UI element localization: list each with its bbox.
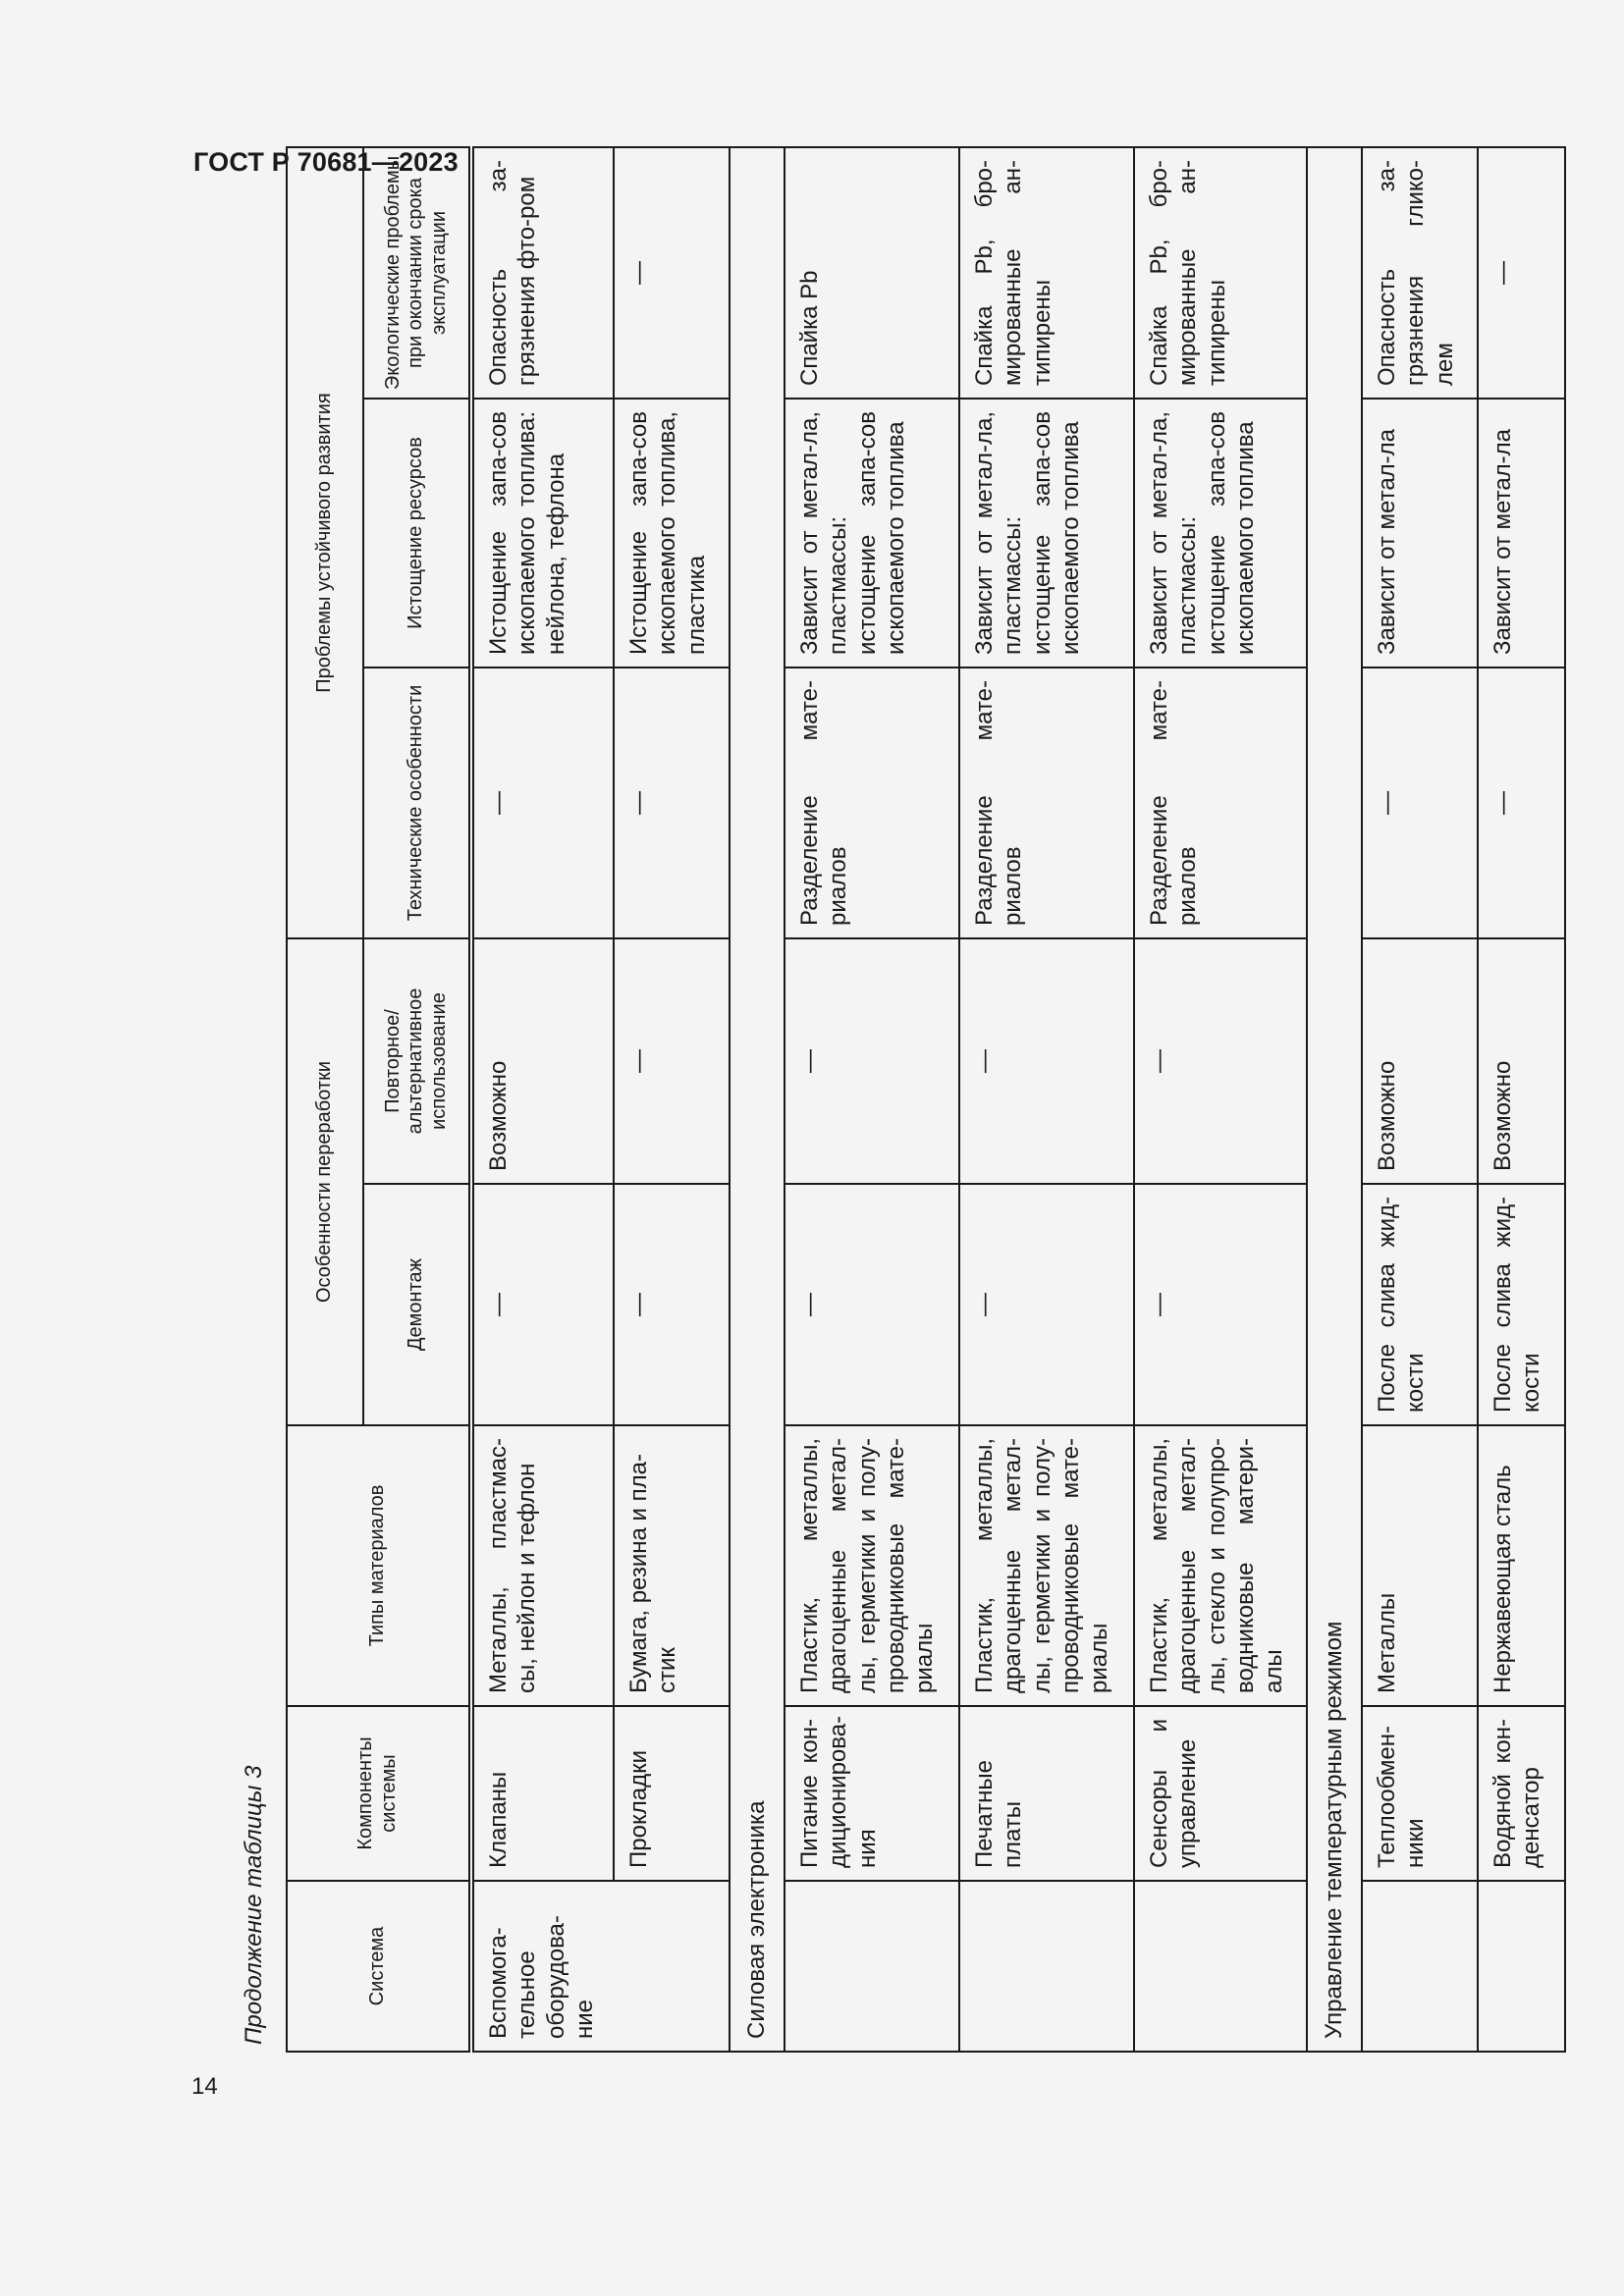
component-cell: Клапаны: [471, 1706, 614, 1881]
reuse-cell: Возможно: [1478, 938, 1565, 1184]
header-dismantling: Демонтаж: [363, 1184, 471, 1425]
header-technical: Технические особенности: [363, 667, 471, 938]
eco-cell: Спайка Pb: [785, 147, 959, 399]
reuse-cell: Возможно: [1362, 938, 1478, 1184]
component-cell: Печатные платы: [959, 1706, 1134, 1881]
reuse-cell: —: [959, 938, 1134, 1184]
technical-cell: Разделение мате-риалов: [959, 667, 1134, 938]
system-cell: [959, 1881, 1134, 2052]
technical-cell: —: [1478, 667, 1565, 938]
eco-cell: Спайка Pb, бро-мированные ан-типирены: [1134, 147, 1307, 399]
table-row: [614, 147, 730, 2052]
dismantling-cell: —: [614, 1184, 730, 1425]
eco-cell: Спайка Pb, бро-мированные ан-типирены: [959, 147, 1134, 399]
section-title-power-electronics: Силовая электроника: [730, 147, 785, 2052]
table-row: [1362, 147, 1478, 2052]
depletion-cell: Зависит от метал-ла, пластмассы: истощение запа-сов ископаемого топлива: [785, 399, 959, 667]
eco-cell: Опасность за-грязнения фто-ром: [471, 147, 614, 399]
depletion-cell: Зависит от метал-ла: [1362, 399, 1478, 667]
technical-cell: —: [471, 667, 614, 938]
table-row: [959, 147, 1134, 2052]
depletion-cell: Истощение запа-сов ископаемого топлива: нейлона, тефлона: [471, 399, 614, 667]
section-row: [1307, 147, 1362, 2052]
system-cell: Вспомога-тельное оборудова-ние: [471, 1881, 730, 2052]
component-cell: Водяной кон-денсатор: [1478, 1706, 1565, 1881]
component-cell: Прокладки: [614, 1706, 730, 1881]
technical-cell: Разделение мате-риалов: [785, 667, 959, 938]
header-depletion: Истощение ресурсов: [363, 399, 471, 667]
technical-cell: —: [614, 667, 730, 938]
header-reuse: Повторное/ альтернативное использование: [363, 938, 471, 1184]
dismantling-cell: —: [785, 1184, 959, 1425]
system-cell: [1134, 1881, 1307, 2052]
materials-cell: Пластик, металлы, драгоценные метал-лы, герметики и полу-проводниковые мате-риалы: [785, 1425, 959, 1706]
dismantling-cell: После слива жид-кости: [1478, 1184, 1565, 1425]
depletion-cell: Зависит от метал-ла, пластмассы: истощение запа-сов ископаемого топлива: [959, 399, 1134, 667]
table-row: [471, 147, 614, 2052]
dismantling-cell: После слива жид-кости: [1362, 1184, 1478, 1425]
table-row: [1134, 147, 1307, 2052]
dismantling-cell: —: [959, 1184, 1134, 1425]
materials-cell: Пластик, металлы, драгоценные метал-лы, стекло и полупро-водниковые матери-алы: [1134, 1425, 1307, 1706]
materials-cell: Металлы: [1362, 1425, 1478, 1706]
header-system: Система: [287, 1881, 471, 2052]
reuse-cell: Возможно: [471, 938, 614, 1184]
section-row: [730, 147, 785, 2052]
materials-table: [286, 146, 1566, 2053]
technical-cell: Разделение мате-риалов: [1134, 667, 1307, 938]
depletion-cell: Истощение запа-сов ископаемого топлива, пластика: [614, 399, 730, 667]
materials-cell: Бумага, резина и пла-стик: [614, 1425, 730, 1706]
reuse-cell: —: [785, 938, 959, 1184]
materials-cell: Пластик, металлы, драгоценные метал-лы, герметики и полу-проводниковые мате-риалы: [959, 1425, 1134, 1706]
materials-cell: Металлы, пластмас-сы, нейлон и тефлон: [471, 1425, 614, 1706]
table-row: [1478, 147, 1565, 2052]
system-cell: [785, 1881, 959, 2052]
reuse-cell: —: [614, 938, 730, 1184]
technical-cell: —: [1362, 667, 1478, 938]
system-cell: [1362, 1881, 1478, 2052]
table-continuation-caption: Продолжение таблицы 3: [241, 1765, 267, 2045]
depletion-cell: Зависит от метал-ла, пластмассы: истощение запа-сов ископаемого топлива: [1134, 399, 1307, 667]
eco-cell: —: [614, 147, 730, 399]
reuse-cell: —: [1134, 938, 1307, 1184]
section-title-thermal-management: Управление температурным режимом: [1307, 147, 1362, 2052]
component-cell: Питание кон-диционирова-ния: [785, 1706, 959, 1881]
component-cell: Теплообмен-ники: [1362, 1706, 1478, 1881]
dismantling-cell: —: [471, 1184, 614, 1425]
table-row: [785, 147, 959, 2052]
materials-cell: Нержавеющая сталь: [1478, 1425, 1565, 1706]
document-code: ГОСТ Р 70681—2023: [193, 147, 459, 177]
dismantling-cell: —: [1134, 1184, 1307, 1425]
header-materials: Типы материалов: [287, 1425, 471, 1706]
depletion-cell: Зависит от метал-ла: [1478, 399, 1565, 667]
eco-cell: —: [1478, 147, 1565, 399]
component-cell: Сенсоры и управление: [1134, 1706, 1307, 1881]
system-cell: [1478, 1881, 1565, 2052]
header-eco: Экологические проблемы при окончании срока эксплуатации: [363, 147, 471, 399]
eco-cell: Опасность за-грязнения глико-лем: [1362, 147, 1478, 399]
header-sustainability-group: Проблемы устойчивого развития: [287, 147, 363, 938]
page-number: 14: [191, 2073, 218, 2100]
header-components: Компоненты системы: [287, 1706, 471, 1881]
header-processing-group: Особенности переработки: [287, 938, 363, 1425]
